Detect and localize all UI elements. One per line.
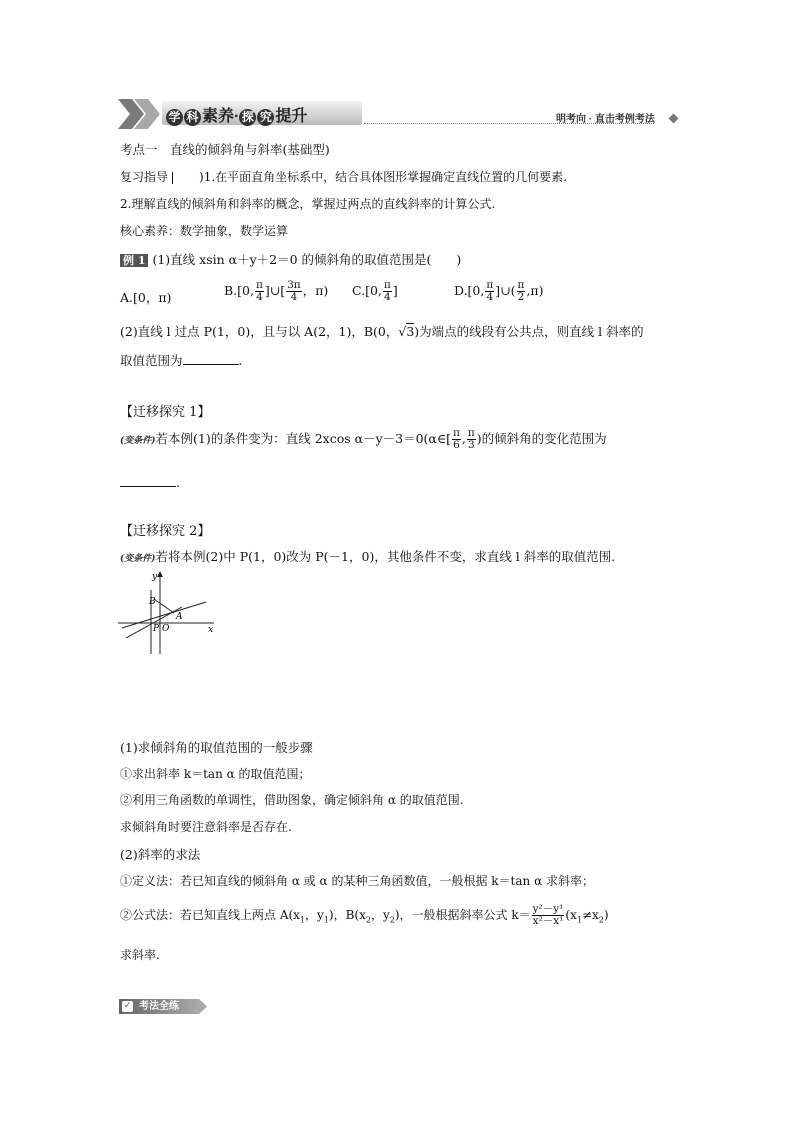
label-o: O <box>162 624 170 634</box>
frac-pi-4: $\frac{\pi}{4}$ <box>255 279 263 304</box>
header-char-3: 素养 <box>202 108 235 125</box>
s7-h: ) <box>603 908 609 923</box>
slope-formula-fraction: $\frac{\text{y²－y¹}}{\text{x²－x¹}}$ <box>532 903 564 928</box>
option-b-mid: ]∪[ <box>264 283 286 299</box>
review-line-1 <box>120 168 567 185</box>
segment-ba <box>154 599 174 613</box>
example1-option-a: A.[0，π) <box>120 290 172 305</box>
q2-text-a: (2)直线 l 过点 P(1，0)，且与以 A(2，1)，B(0， <box>120 324 399 339</box>
transfer2-title: 【迁移探究 2】 <box>120 524 211 539</box>
frac-pi-4-d: $\frac{\pi}{4}$ <box>486 279 494 304</box>
s7-c: )，B(x <box>328 908 366 923</box>
q2-end: . <box>238 353 243 368</box>
option-d-suffix: ,π) <box>526 283 544 299</box>
footer-check-icon: ✓ <box>123 1001 132 1011</box>
header-char-1: 学 <box>166 109 183 126</box>
kaodian-title <box>120 140 330 158</box>
frac-pi-6: $\frac{\pi}{6}$ <box>453 427 460 452</box>
frac-pi-4-c: $\frac{\pi}{4}$ <box>383 279 391 304</box>
summary-1: (1)求倾斜角的取值范围的一般步骤 <box>120 740 313 755</box>
transfer2-text-body: 若将本例(2)中 P(1，0)改为 P(－1，0)，其他条件不变，求直线 l 斜率的取值范围. <box>155 549 616 564</box>
s7-g: ≠x <box>581 908 599 923</box>
summary-8: 求斜率. <box>120 948 160 962</box>
y-axis-arrow <box>157 571 163 577</box>
summary-6: ①定义法：若已知直线的倾斜角 α 或 α 的某种三角函数值，一般根据 k＝tan α 求斜率； <box>120 874 594 888</box>
label-x: x <box>208 625 214 635</box>
diamond-icon <box>669 114 679 124</box>
s7-e: )，一般根据斜率公式 k＝ <box>394 908 531 923</box>
header-char-6: 究 <box>257 109 274 126</box>
header-right-text: 明考向 · 直击考例考法 <box>556 114 655 125</box>
review-label: 复习指导 <box>120 170 169 184</box>
transfer1-blank <box>120 476 176 487</box>
transfer1-tag: (变条件) <box>120 436 156 447</box>
transfer2-tag: (变条件) <box>120 554 156 564</box>
s7-a: ②公式法：若已知直线上两点 A(x <box>120 908 300 923</box>
q2-text-c: 取值范围为 <box>120 353 183 368</box>
example-badge: 例 1 <box>120 254 148 267</box>
frac-pi-2: $\frac{\pi}{2}$ <box>517 279 525 304</box>
summary-3: ②利用三角函数的单调性，借助图象，确定倾斜角 α 的取值范围. <box>120 793 464 807</box>
s7-b: ，y <box>305 908 324 923</box>
label-b: B <box>149 597 156 607</box>
option-b-suffix: ，π) <box>302 283 329 299</box>
transfer1-blank-line <box>120 475 180 490</box>
transfer1-end: . <box>176 475 180 490</box>
example1-q1-text: (1)直线 xsin α＋y＋2＝0 的倾斜角的取值范围是( ) <box>152 252 462 267</box>
option-d-prefix: D.[0, <box>454 283 485 299</box>
transfer1-text: (变条件)若本例(1)的条件变为：直线 2xcos α－y－3＝0(α∈[ $\frac{\pi}{6}$ , $\frac{\pi}{3}$ )的倾斜角的变化范围为 <box>120 427 607 452</box>
transfer1-text-b: )的倾斜角的变化范围为 <box>476 431 607 447</box>
frac-3pi-4: $\frac{3\pi}{4}$ <box>287 279 301 304</box>
frac-pi-3: $\frac{\pi}{3}$ <box>467 427 475 452</box>
option-c-suffix: ] <box>392 283 398 299</box>
review-bracket-mark <box>172 172 173 184</box>
s7-f: (x <box>565 908 577 923</box>
answer-blank <box>183 354 239 365</box>
summary-4: 求倾斜角时要注意斜率是否存在. <box>120 820 292 834</box>
header-title <box>166 103 307 126</box>
summary-7: ②公式法：若已知直线上两点 $A(x_1$，$y_1$)，$B(x_2$，$y_2$)，一般根据斜率公式 k＝ $\frac{\text{y²－y¹}}{\text{x²－x¹}}$ $(x_1\ne x_2)$ <box>120 903 609 928</box>
q2-text-b: )为端点的线段有公共点，则直线 l 斜率的 <box>414 324 644 339</box>
example1-option-c <box>352 280 398 303</box>
header-char-5: 探 <box>239 109 256 126</box>
option-b-prefix: B.[0, <box>224 283 254 299</box>
example1-option-b <box>224 280 328 303</box>
example1-option-d <box>454 280 543 303</box>
header-char-7: 提升 <box>275 108 308 125</box>
kaodian-type: (基础型) <box>282 142 330 157</box>
transfer1-text-a: 若本例(1)的条件变为：直线 2xcos α－y－3＝0(α∈[ <box>155 431 451 447</box>
summary-2: ①求出斜率 k＝tan α 的取值范围； <box>120 767 311 781</box>
footer-label: 考法全练 <box>139 1001 179 1012</box>
label-p: P <box>153 624 160 634</box>
example1-q2-line1 <box>120 322 644 340</box>
footer-arrow <box>199 999 207 1014</box>
kaodian-title-text: 考点一 直线的倾斜角与斜率 <box>120 142 283 157</box>
option-d-mid: ]∪( <box>495 283 516 299</box>
example1-q1 <box>120 250 461 268</box>
review-text-1: )1.在平面直角坐标系中，结合具体图形掌握确定直线位置的几何要素. <box>199 170 567 184</box>
coordinate-figure <box>116 568 220 658</box>
header-banner-arrows <box>118 99 166 129</box>
sqrt-3: √3 <box>398 324 415 339</box>
example1-q2-line2 <box>120 351 243 369</box>
label-a: A <box>176 612 183 622</box>
option-c-prefix: C.[0, <box>352 283 382 299</box>
header-char-4: · <box>234 108 240 125</box>
label-y: y <box>152 572 158 582</box>
transfer1-title: 【迁移探究 1】 <box>120 405 211 420</box>
core-literacy: 核心素养：数学抽象，数学运算 <box>120 224 289 238</box>
transfer2-text <box>120 547 615 565</box>
summary-5: (2)斜率的求法 <box>120 847 201 862</box>
review-line-2: 2.理解直线的倾斜角和斜率的概念，掌握过两点的直线斜率的计算公式. <box>120 197 496 211</box>
s7-d: ，y <box>370 908 390 923</box>
header-char-2: 科 <box>184 109 201 126</box>
